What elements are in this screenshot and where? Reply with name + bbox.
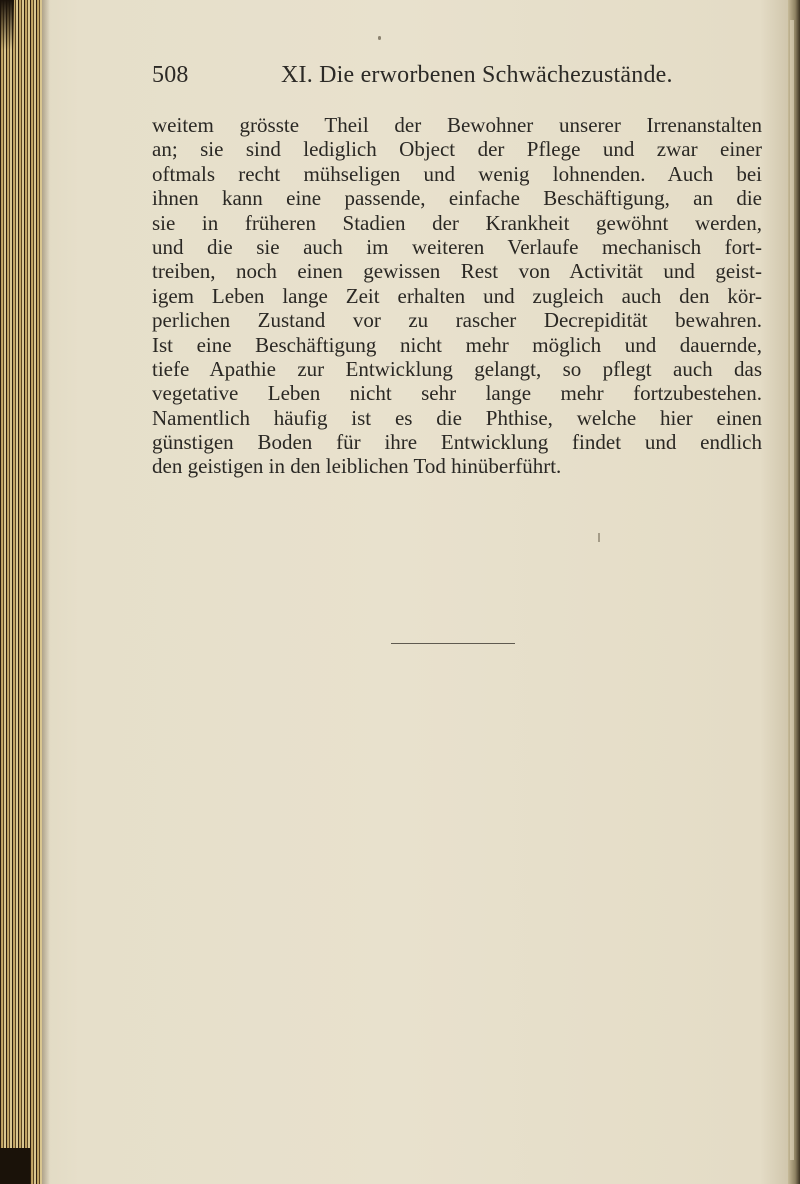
text-line: und die sie auch im weiteren Verlaufe mechanisch fort- (152, 234, 762, 259)
text-line: sie in früheren Stadien der Krankheit gewöhnt werden, (152, 210, 762, 235)
running-header (152, 62, 672, 92)
text-line: günstigen Boden für ihre Entwicklung findet und endlich (152, 430, 762, 455)
text-line: an; sie sind lediglich Object der Pflege und zwar einer (152, 137, 762, 162)
text-line: weitem grösste Theil der Bewohner unserer Irrenanstalten (152, 113, 762, 137)
page-corner-shadow (0, 1148, 30, 1184)
text-line: treiben, noch einen gewissen Rest von Activität und geist- (152, 259, 762, 284)
section-divider (391, 643, 515, 644)
text-line: Ist eine Beschäftigung nicht mehr möglich und dauernde, (152, 332, 762, 357)
book-gutter (788, 0, 800, 1184)
text-line: vegetative Leben nicht sehr lange mehr fortzubestehen. (152, 381, 762, 406)
running-head-title: XI. Die erworbenen Schwächezustände. (281, 62, 673, 88)
page-edge-stack (0, 0, 42, 1184)
text-line: perlichen Zustand vor zu rascher Decrepidität bewahren. (152, 308, 762, 333)
text-line: oftmals recht mühseligen und wenig lohnenden. Auch bei (152, 161, 762, 186)
text-line: igem Leben lange Zeit erhalten und zugleich auch den kör- (152, 283, 762, 308)
page-number: 508 (152, 62, 189, 88)
text-line: ihnen kann eine passende, einfache Beschäftigung, an die (152, 186, 762, 211)
body-paragraph (152, 113, 762, 479)
text-line: Namentlich häufig ist es die Phthise, welche hier einen (152, 405, 762, 430)
paper-speck (378, 36, 381, 40)
page-edge-shadow (0, 0, 14, 50)
paper-speck (598, 533, 600, 542)
text-line: den geistigen in den leiblichen Tod hinüberführt. (152, 454, 562, 479)
text-line: tiefe Apathie zur Entwicklung gelangt, so pflegt auch das (152, 356, 762, 381)
